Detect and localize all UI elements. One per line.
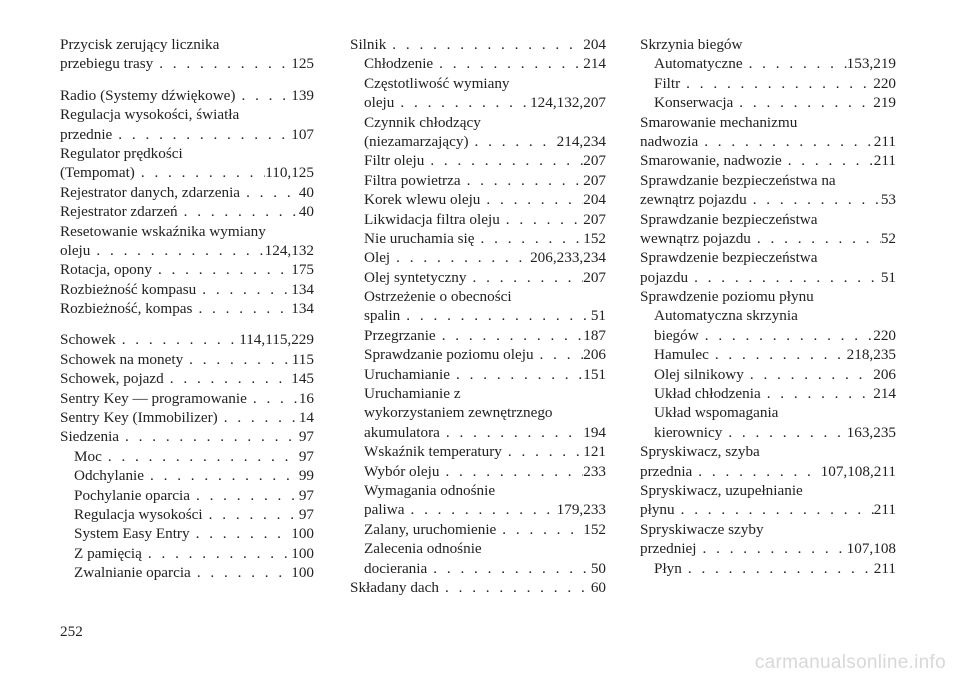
dot-leader [152,260,291,279]
index-entry [640,481,896,500]
index-entry-page: 214 [873,385,896,403]
index-entry [640,384,896,403]
index-entry-term: Korek wlewu oleju [364,191,481,209]
index-entry [640,500,896,519]
index-entry-term: Hamulec [654,346,709,364]
index-entry-page: 124,132 [264,241,314,259]
dot-leader [688,268,881,287]
dot-leader [680,74,873,93]
dot-leader [722,423,846,442]
index-entry [640,210,896,229]
index-entry-term: Wskaźnik temperatury [364,443,502,461]
index-entry-term: Zalecenia odnośnie [364,540,482,558]
index-entry-term: przednie [60,125,113,143]
index-entry-term: Nie uruchamia się [364,229,475,247]
index-entry-page: 206 [583,346,606,364]
index-entry-page: 97 [298,428,314,446]
index-entry [60,427,314,446]
dot-leader [743,54,847,73]
index-entry-page: 100 [291,525,314,543]
index-entry-term: Sprawdzanie bezpieczeństwa na [640,171,836,189]
index-entry-term: Z pamięcią [74,544,142,562]
dot-leader [183,350,292,369]
dot-leader [467,268,584,287]
index-entry [60,408,314,427]
index-entry-term: biegów [654,326,699,344]
index-column-1 [60,35,314,583]
dot-leader [697,539,847,558]
index-entry [60,299,314,318]
index-entry-page: 53 [880,191,896,209]
index-entry-term: przedniej [640,540,697,558]
index-entry [640,306,896,325]
index-entry [60,183,314,202]
index-entry [60,86,314,105]
index-entry-page: 107,108,211 [820,462,896,480]
index-entry [60,280,314,299]
index-entry [640,132,896,151]
index-entry [640,93,896,112]
index-entry-term: Filtr oleju [364,152,425,170]
index-entry-term: Smarowanie mechanizmu [640,113,798,131]
index-entry-term: Chłodzenie [364,55,434,73]
index-entry-page: 233 [583,462,606,480]
index-entry-page: 218,235 [846,346,896,364]
index-entry [60,163,314,182]
index-entry-term: System Easy Entry [74,525,190,543]
index-entry-term: Spryskiwacz, uzupełnianie [640,481,803,499]
index-entry-term: Sprawdzenie bezpieczeństwa [640,249,818,267]
index-entry-term: Wymagania odnośnie [364,481,496,499]
dot-leader [190,524,292,543]
index-entry-term: Regulacja wysokości, światła [60,106,240,124]
index-entry-term: (Tempomat) [60,164,135,182]
index-entry-term: Rotacja, opony [60,261,152,279]
index-entry [350,462,606,481]
index-entry [60,524,314,543]
index-entry-term: Likwidacja filtra oleju [364,210,500,228]
index-entry-term: (niezamarzający) [364,132,469,150]
dot-leader [534,345,584,364]
index-entry-term: Czynnik chłodzący [364,113,481,131]
index-entry [640,326,896,345]
dot-leader [761,384,874,403]
index-entry-term: Ostrzeżenie o obecności [364,288,512,306]
index-entry-page: 100 [291,544,314,562]
index-entry-page: 151 [583,365,606,383]
index-entry-term: Spryskiwacze szyby [640,520,764,538]
index-entry [350,132,606,151]
dot-leader [112,125,291,144]
index-entry [640,35,896,54]
index-entry-page: 220 [873,326,896,344]
index-entry-page: 211 [873,132,896,150]
index-entry-page: 211 [873,152,896,170]
index-entry-page: 134 [291,300,314,318]
index-entry [60,466,314,485]
dot-leader [682,559,874,578]
index-entry [640,171,896,190]
index-entry [350,403,606,422]
dot-leader [218,408,299,427]
index-entry-term: Sprawdzanie bezpieczeństwa [640,210,818,228]
index-entry [640,462,896,481]
index-entry-term: przebiegu trasy [60,55,154,73]
index-entry [350,54,606,73]
index-entry-term: docierania [364,559,428,577]
dot-leader [135,163,265,182]
index-entry-term: Radio (Systemy dźwiękowe) [60,86,236,104]
index-entry-page: 187 [583,326,606,344]
index-entry-page: 50 [590,559,606,577]
index-entry-page: 206,233,234 [530,249,606,267]
index-entry-term: oleju [60,241,91,259]
index-entry-term: wykorzystaniem zewnętrznego [364,404,553,422]
dot-leader [439,578,591,597]
dot-leader [404,500,556,519]
index-entry-term: Wybór oleju [364,462,440,480]
index-entry [350,93,606,112]
index-entry-page: 40 [298,183,314,201]
index-entry-page: 14 [298,409,314,427]
index-entry-term: Układ wspomagania [654,404,779,422]
index-entry-term: Olej syntetyczny [364,268,467,286]
index-entry-term: Zalany, uruchomienie [364,520,497,538]
index-entry-term: Regulacja wysokości [74,505,203,523]
index-entry-term: Płyn [654,559,682,577]
index-entry-term: Składany dach [350,578,439,596]
index-entry [350,248,606,267]
index-entry [60,486,314,505]
dot-leader [90,241,264,260]
index-entry-page: 211 [873,559,896,577]
index-entry-term: Sentry Key — programowanie [60,389,247,407]
index-entry [350,423,606,442]
index-entry-term: Pochylanie oparcia [74,486,190,504]
index-entry [60,563,314,582]
index-entry-term: Częstotliwość wymiany [364,74,510,92]
index-entry-page: 219 [873,94,896,112]
index-entry-term: Resetowanie wskaźnika wymiany [60,222,266,240]
index-entry-term: Silnik [350,36,387,53]
dot-leader [400,306,591,325]
index-entry [60,125,314,144]
dot-leader [153,54,291,73]
index-entry [350,151,606,170]
dot-leader [116,330,240,349]
index-entry-term: Zwalnianie oparcia [74,564,191,582]
watermark: carmanualsonline.info [754,652,946,673]
index-entry [640,268,896,287]
dot-leader [496,520,583,539]
dot-leader [191,563,291,582]
dot-leader [102,447,299,466]
dot-leader [751,229,881,248]
index-entry-term: spalin [364,307,401,325]
index-entry [350,326,606,345]
dot-leader [119,427,299,446]
index-entry [60,369,314,388]
dot-leader [450,365,583,384]
index-entry-page: 204 [583,36,606,53]
index-entry-page: 207 [583,171,606,189]
dot-leader [190,486,299,505]
index-entry [350,500,606,519]
index-entry-term: Układ chłodzenia [654,385,761,403]
index-entry-term: Rejestrator zdarzeń [60,203,178,221]
index-entry-page: 134 [291,280,314,298]
dot-leader [733,93,873,112]
dot-leader [699,326,874,345]
index-entry [350,539,606,558]
index-entry [60,222,314,241]
index-entry [60,241,314,260]
index-entry [350,190,606,209]
index-entry-page: 153,219 [846,55,896,73]
index-entry-term: Rejestrator danych, zdarzenia [60,183,241,201]
index-entry-page: 121 [583,443,606,461]
index-entry [350,384,606,403]
index-entry-page: 220 [873,74,896,92]
dot-leader [390,248,530,267]
index-entry-page: 207 [583,268,606,286]
index-entry-page: 124,132,207 [530,94,606,112]
index-entry [640,442,896,461]
index-entry [350,210,606,229]
dot-leader [475,229,584,248]
dot-leader [469,132,557,151]
index-entry [640,520,896,539]
index-entry-term: akumulatora [364,423,440,441]
index-entry [350,287,606,306]
index-entry-page: 152 [583,229,606,247]
index-entry-page: 207 [583,210,606,228]
index-entry [60,389,314,408]
index-entry [640,151,896,170]
dot-leader [440,423,583,442]
index-entry-page: 125 [291,55,314,73]
index-entry-term: zewnątrz pojazdu [640,191,747,209]
index-entry [350,268,606,287]
index-entry [350,306,606,325]
index-entry-page: 40 [298,203,314,221]
index-entry [60,350,314,369]
index-entry [640,423,896,442]
dot-leader [394,93,530,112]
index-entry-term: Rozbieżność, kompas [60,300,193,318]
index-entry-term: Uruchamianie [364,365,451,383]
dot-leader [436,326,584,345]
index-entry [640,287,896,306]
dot-leader [235,86,291,105]
index-entry-term: Sprawdzanie poziomu oleju [364,346,534,364]
index-entry [350,229,606,248]
index-entry [350,171,606,190]
dot-leader [461,171,584,190]
index-entry [640,365,896,384]
index-entry-page: 152 [583,520,606,538]
index-column-3 [640,35,896,578]
index-entry-term: Automatyczna skrzynia [654,307,798,325]
dot-leader [692,462,820,481]
index-entry [640,54,896,73]
index-entry-page: 194 [583,423,606,441]
index-entry [640,229,896,248]
index-entry [640,539,896,558]
dot-leader [747,190,881,209]
index-entry-term: Filtr [654,74,681,92]
index-entry-page: 179,233 [556,501,606,519]
index-entry-term: Olej [364,249,391,267]
index-entry-term: Przegrzanie [364,326,436,344]
dot-leader [782,151,874,170]
index-entry-term: Siedzenia [60,428,120,446]
index-entry-page: 97 [298,505,314,523]
dot-leader [386,35,583,54]
dot-leader [247,389,299,408]
index-entry [60,447,314,466]
index-entry [350,345,606,364]
index-entry-term: Moc [74,447,102,465]
index-entry-term: Olej silnikowy [654,365,744,383]
index-entry-page: 114,115,229 [239,331,314,349]
index-entry [640,403,896,422]
dot-leader [164,369,291,388]
index-entry-term: Filtra powietrza [364,171,461,189]
index-entry-page: 211 [873,501,896,519]
index-entry-page: 51 [880,268,896,286]
index-entry [350,559,606,578]
index-entry-page: 51 [590,307,606,325]
index-entry-term: Schowek [60,331,116,349]
index-entry [640,559,896,578]
index-entry-term: Sprawdzenie poziomu płynu [640,288,814,306]
index-entry [60,35,314,54]
index-entry [60,260,314,279]
dot-leader [142,544,291,563]
index-entry [640,248,896,267]
dot-leader [424,151,583,170]
index-entry [60,144,314,163]
dot-leader [744,365,873,384]
index-entry-page: 16 [298,389,314,407]
index-entry-page: 175 [291,261,314,279]
index-entry [640,74,896,93]
index-entry-page: 115 [291,350,314,368]
index-entry [640,113,896,132]
index-entry-term: Smarowanie, nadwozie [640,152,782,170]
index-entry-term: Uruchamianie z [364,385,461,403]
index-entry [350,113,606,132]
dot-leader [709,345,847,364]
index-entry-page: 107,108 [846,540,896,558]
dot-leader [500,210,583,229]
index-entry-term: przednia [640,462,693,480]
index-entry-term: Skrzynia biegów [640,36,743,53]
index-entry [350,35,606,54]
index-entry [60,54,314,73]
index-entry-term: Spryskiwacz, szyba [640,443,760,461]
index-entry-page: 206 [873,365,896,383]
index-entry-term: Przycisk zerujący licznika [60,36,220,53]
dot-leader [698,132,874,151]
index-entry-term: kierownicy [654,423,723,441]
index-entry-page: 100 [291,564,314,582]
dot-leader [192,299,291,318]
index-entry-page: 204 [583,191,606,209]
dot-leader [480,190,583,209]
index-entry [60,105,314,124]
dot-leader [433,54,583,73]
index-entry-term: Regulator prędkości [60,144,183,162]
index-column-2 [350,35,606,597]
index-entry [350,442,606,461]
index-entry-page: 139 [291,86,314,104]
index-entry-term: Schowek, pojazd [60,370,164,388]
index-entry [350,481,606,500]
dot-leader [675,500,874,519]
index-entry-page: 97 [298,447,314,465]
index-entry-page: 214,234 [556,132,606,150]
index-entry [60,544,314,563]
page-number: 252 [60,623,83,640]
index-entry-page: 110,125 [265,164,314,182]
index-entry-page: 107 [291,125,314,143]
index-entry-term: Automatyczne [654,55,743,73]
index-entry-page: 52 [880,229,896,247]
index-entry [60,330,314,349]
index-entry-term: Rozbieżność kompasu [60,280,197,298]
index-entry-term: oleju [364,94,395,112]
index-entry-page: 99 [298,467,314,485]
index-entry [350,578,606,597]
index-entry-term: pojazdu [640,268,689,286]
index-entry-page: 60 [590,578,606,596]
index-entry [350,365,606,384]
index-entry-page: 207 [583,152,606,170]
index-entry [640,345,896,364]
index-entry-term: Schowek na monety [60,350,184,368]
index-entry-term: paliwa [364,501,405,519]
dot-leader [178,202,299,221]
dot-leader [144,466,299,485]
index-entry-term: wewnątrz pojazdu [640,229,751,247]
index-entry-term: Sentry Key (Immobilizer) [60,409,218,427]
dot-leader [196,280,291,299]
dot-leader [240,183,299,202]
index-entry-page: 97 [298,486,314,504]
index-entry [640,190,896,209]
index-entry-term: płynu [640,501,675,519]
index-entry-term: Odchylanie [74,467,145,485]
index-entry [350,520,606,539]
dot-leader [439,462,583,481]
dot-leader [427,559,591,578]
index-entry [350,74,606,93]
index-entry [60,505,314,524]
index-entry-page: 145 [291,370,314,388]
index-entry-term: nadwozia [640,132,699,150]
index-entry-page: 163,235 [846,423,896,441]
index-entry-term: Konserwacja [654,94,734,112]
dot-leader [502,442,583,461]
dot-leader [203,505,299,524]
index-entry-page: 214 [583,55,606,73]
index-entry [60,202,314,221]
